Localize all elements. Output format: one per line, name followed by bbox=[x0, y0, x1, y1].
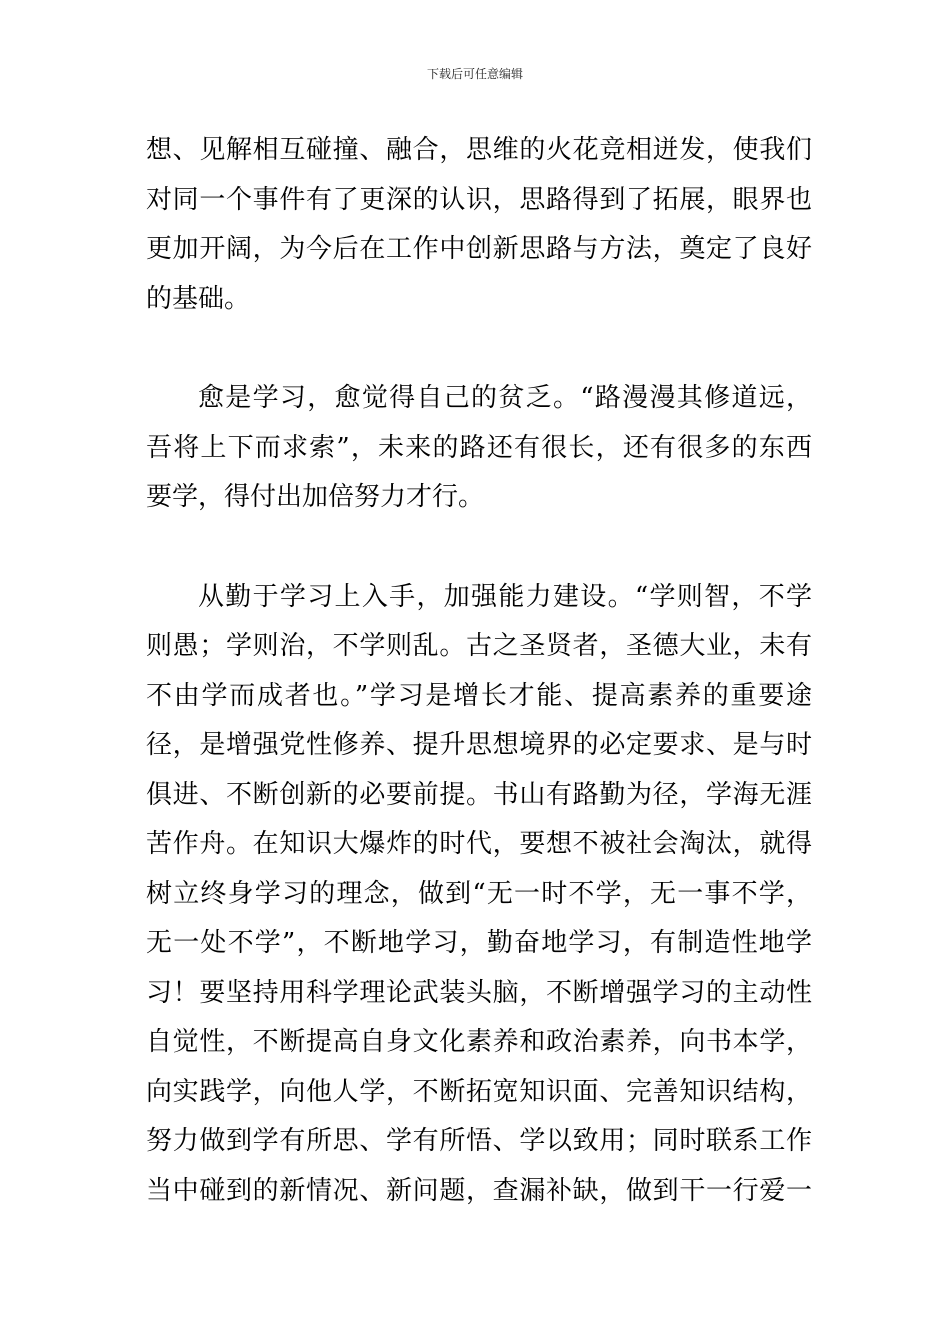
document-body bbox=[146, 126, 812, 1216]
paragraph-3 bbox=[146, 573, 812, 1217]
paragraph-gap bbox=[146, 523, 812, 573]
text-line: 当中碰到的新情况、新问题，查漏补缺，做到干一行爱一 bbox=[146, 1175, 812, 1206]
text-line: 吾将上下而求索”，未来的路还有很长，还有很多的东西 bbox=[146, 432, 812, 463]
page-header: 下载后可任意编辑 bbox=[426, 67, 523, 81]
text-line: 对同一个事件有了更深的认识，思路得到了拓展，眼界也 bbox=[146, 184, 812, 215]
text-line: 苦作舟。在知识大爆炸的时代，要想不被社会淘汰，就得 bbox=[146, 829, 812, 859]
text-line: 无一处不学”，不断地学习，勤奋地学习，有制造性地学 bbox=[146, 928, 812, 958]
paragraph-gap bbox=[146, 324, 812, 374]
text-line: 想、见解相互碰撞、融合，思维的火花竞相迸发，使我们 bbox=[146, 135, 812, 165]
text-line: 的基础。 bbox=[146, 283, 251, 314]
text-line: 不由学而成者也。”学习是增长才能、提高素养的重要途 bbox=[146, 680, 812, 711]
text-line: 更加开阔，为今后在工作中创新思路与方法，奠定了良好 bbox=[146, 234, 812, 264]
text-line: 要学，得付出加倍努力才行。 bbox=[146, 482, 485, 512]
paragraph-1 bbox=[146, 126, 812, 324]
text-line: 向实践学，向他人学，不断拓宽知识面、完善知识结构， bbox=[146, 1076, 812, 1107]
text-line: 从勤于学习上入手，加强能力建设。“学则智，不学 bbox=[198, 581, 812, 612]
text-line: 则愚；学则治，不学则乱。古之圣贤者，圣德大业，未有 bbox=[146, 631, 812, 661]
paragraph-2 bbox=[146, 374, 812, 523]
text-line: 俱进、不断创新的必要前提。书山有路勤为径，学海无涯 bbox=[146, 779, 812, 810]
text-line: 树立终身学习的理念，做到“无一时不学，无一事不学， bbox=[146, 878, 812, 909]
text-line: 径，是增强党性修养、提升思想境界的必定要求、是与时 bbox=[146, 730, 812, 760]
text-line: 努力做到学有所思、学有所悟、学以致用；同时联系工作 bbox=[146, 1126, 812, 1156]
text-line: 习！要坚持用科学理论武装头脑，不断增强学习的主动性 bbox=[146, 977, 812, 1008]
text-line: 愈是学习，愈觉得自己的贫乏。“路漫漫其修道远， bbox=[198, 383, 812, 413]
text-line: 自觉性，不断提高自身文化素养和政治素养，向书本学， bbox=[146, 1027, 812, 1057]
